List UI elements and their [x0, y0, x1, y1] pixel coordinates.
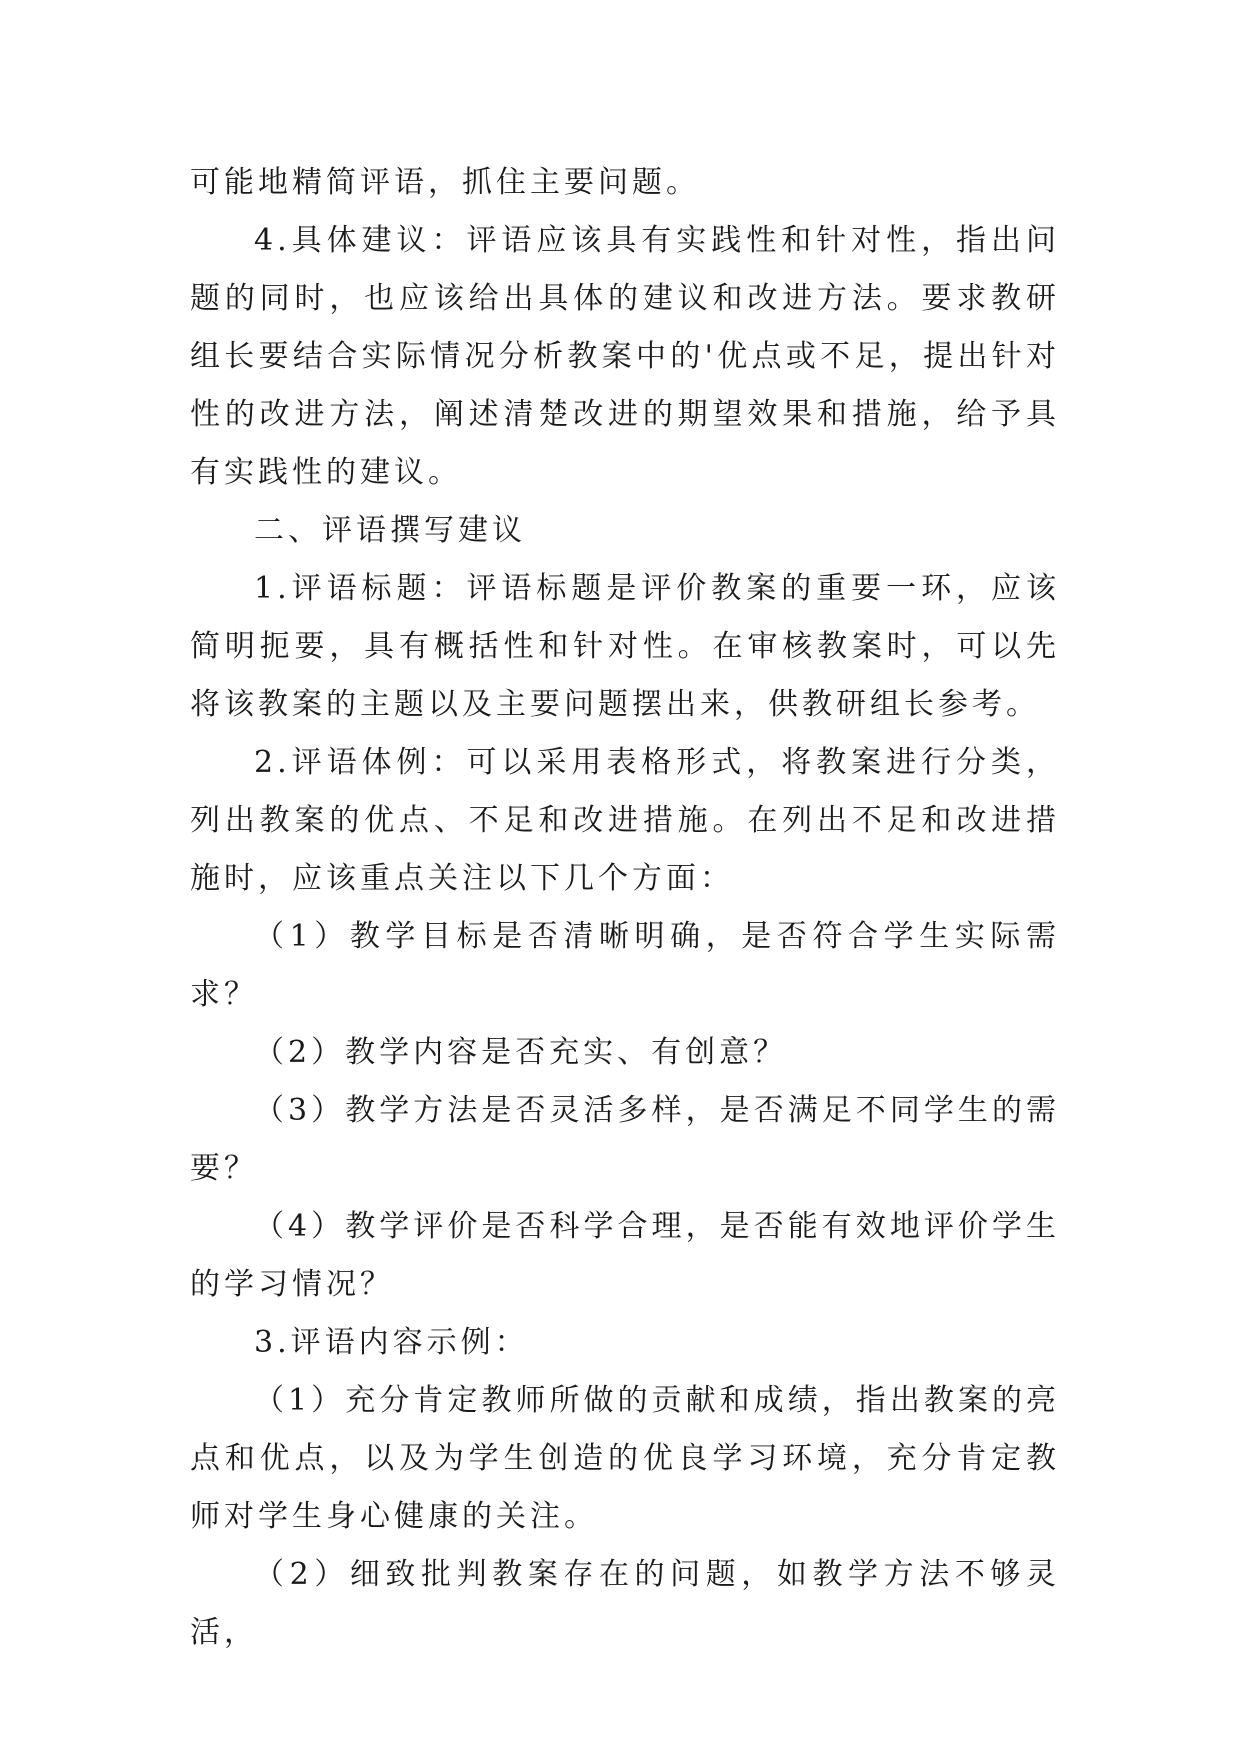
paragraph-comment-examples: 3.评语内容示例：: [254, 1325, 529, 1360]
list-item-critique-problems: （2）细致批判教案存在的问题，如教学方法不够灵活，: [190, 1557, 1060, 1650]
list-item-teaching-goals: （1）教学目标是否清晰明确，是否符合学生实际需求？: [190, 919, 1060, 1012]
paragraph-comment-format: 2.评语体例：可以采用表格形式，将教案进行分类，列出教案的优点、不足和改进措施。在列出不足和改进措施时，应该重点关注以下几个方面：: [190, 745, 1060, 896]
list-item-teaching-content: （2）教学内容是否充实、有创意？: [254, 1035, 788, 1070]
list-item-affirm-contributions: （1）充分肯定教师所做的贡献和成绩，指出教案的亮点和优点，以及为学生创造的优良学习环境，充分肯定教师对学生身心健康的关注。: [190, 1383, 1060, 1534]
document-body: [190, 154, 1060, 1662]
paragraph-comment-title: 1.评语标题：评语标题是评价教案的重要一环，应该简明扼要，具有概括性和针对性。在审核教案时，可以先将该教案的主题以及主要问题摆出来，供教研组长参考。: [190, 571, 1060, 722]
list-item-teaching-evaluation: （4）教学评价是否科学合理，是否能有效地评价学生的学习情况？: [190, 1209, 1060, 1302]
paragraph-specific-suggestions: 4.具体建议：评语应该具有实践性和针对性，指出问题的同时，也应该给出具体的建议和改进方法。要求教研组长要结合实际情况分析教案中的'优点或不足，提出针对性的改进方法，阐述清楚改进的期望效果和措施，给予具有实践性的建议。: [190, 223, 1060, 490]
list-item-teaching-methods: （3）教学方法是否灵活多样，是否满足不同学生的需要？: [190, 1093, 1060, 1186]
paragraph-continuation: 可能地精简评语，抓住主要问题。: [190, 165, 700, 200]
section-heading-writing-suggestions: 二、评语撰写建议: [254, 513, 526, 548]
